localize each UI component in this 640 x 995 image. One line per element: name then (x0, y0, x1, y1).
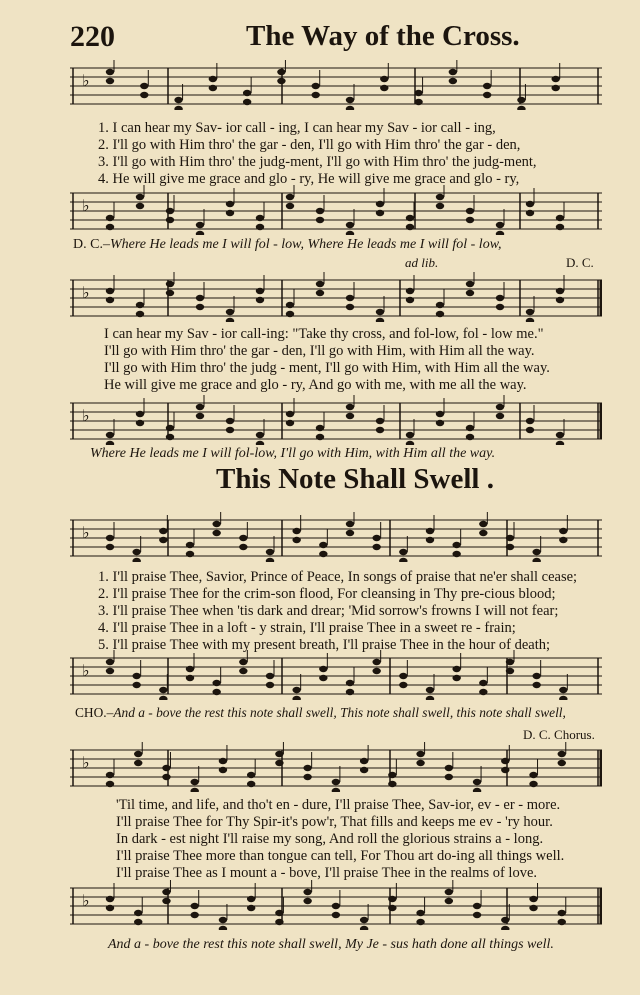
note-head (452, 653, 460, 681)
note-head (106, 759, 114, 787)
verse-block (98, 120, 537, 188)
svg-text:♭: ♭ (82, 523, 90, 542)
note-head (376, 405, 384, 433)
note-head (496, 395, 504, 419)
note-head (556, 202, 564, 230)
chorus-label: CHO.– (75, 705, 114, 720)
verse-line: 3. I'll go with Him thro' the judg-ment, I'll go with Him thro' the judg-ment, (98, 154, 537, 170)
note-head (319, 653, 327, 681)
note-head (479, 512, 487, 536)
note-head (286, 185, 294, 209)
staff-treble (70, 60, 602, 110)
note-head (483, 70, 491, 98)
note-head (346, 209, 354, 235)
note-head (136, 398, 144, 426)
note-head (517, 84, 525, 110)
note-head (159, 515, 167, 543)
note-head (186, 529, 194, 557)
note-head (452, 529, 460, 557)
note-head (376, 296, 384, 322)
note-head (162, 880, 170, 904)
note-head (436, 185, 444, 209)
verse-line: 1. I can hear my Sav- ior call - ing, I can hear my Sav - ior call - ing, (98, 120, 496, 136)
staff-treble (70, 512, 602, 562)
note-head (506, 650, 514, 674)
note-head (219, 904, 227, 930)
note-head (316, 195, 324, 223)
note-head (406, 202, 414, 230)
note-head (226, 296, 234, 322)
note-head (136, 185, 144, 209)
note-head (196, 395, 204, 419)
chorus-lyric (75, 705, 566, 721)
note-head (466, 412, 474, 440)
note-head (292, 674, 300, 700)
note-head (380, 63, 388, 91)
note-head (526, 405, 534, 433)
dc-mark: D. C. (566, 255, 594, 270)
note-head (552, 63, 560, 91)
chorus-line: And a - bove the rest this note shall swell, This note shall swell, this note shall swell, (113, 705, 566, 720)
note-head (191, 766, 199, 792)
staff-treble (70, 742, 602, 792)
note-head (376, 188, 384, 216)
note-head (243, 77, 251, 105)
note-head (529, 759, 537, 787)
staff-lines-graphic (70, 512, 602, 562)
note-head (426, 674, 434, 700)
staff-bass (70, 880, 602, 930)
dc-lyric (73, 237, 502, 253)
note-head (526, 296, 534, 322)
note-head (399, 660, 407, 688)
note-head (501, 745, 509, 773)
note-head (319, 529, 327, 557)
note-head (196, 282, 204, 310)
note-head (106, 419, 114, 445)
verse-line: He will give me grace and glo - ry, And go with me, with me all the way. (104, 377, 527, 393)
note-head (449, 60, 457, 84)
refrain-lyric: Where He leads me I will fol-low, I'll go with Him, with Him all the way. (90, 446, 496, 461)
page-number: 220 (70, 20, 115, 53)
verse-block (116, 797, 564, 882)
verse-line: In dark - est night I'll raise my song, And roll the glorious strains a - long. (116, 831, 544, 847)
note-head (556, 419, 564, 445)
verse-line: I'll praise Thee as I mount a - bove, I'll praise Thee in the realms of love. (116, 865, 538, 881)
note-head (239, 522, 247, 550)
svg-text:♭: ♭ (82, 891, 90, 910)
staff-bass (70, 185, 602, 235)
note-head (436, 289, 444, 317)
verse-line: 4. He will give me grace and glo - ry, He will give me grace and glo - ry, (98, 171, 520, 187)
svg-text:♭: ♭ (82, 406, 90, 425)
note-head (473, 890, 481, 918)
verse-block (98, 569, 577, 654)
note-head (501, 904, 509, 930)
note-head (559, 515, 567, 543)
note-head (186, 653, 194, 681)
note-head (303, 880, 311, 904)
staff-lines-graphic (70, 185, 602, 235)
note-head (219, 745, 227, 773)
note-head (406, 275, 414, 303)
dc-chorus-mark: D. C. Chorus. (523, 727, 595, 742)
verse-line: 1. I'll praise Thee, Savior, Prince of Peace, In songs of praise that ne'er shall cease; (98, 569, 578, 585)
staff-bass (70, 650, 602, 700)
note-head (247, 759, 255, 787)
note-head (106, 650, 114, 674)
verse-line: 'Til time, and life, and tho't en - dure, I'll praise Thee, Sav-ior, ev - er - more. (116, 797, 561, 813)
note-head (436, 398, 444, 426)
verse-line: I can hear my Sav - ior call-ing: "Take thy cross, and fol-low, fol - low me." (104, 326, 544, 342)
note-head (191, 890, 199, 918)
note-head (556, 275, 564, 303)
staff-lines-graphic (70, 395, 602, 445)
note-head (466, 195, 474, 223)
svg-text:♭: ♭ (82, 196, 90, 215)
note-head (106, 522, 114, 550)
note-head (360, 904, 368, 930)
note-head (532, 536, 540, 562)
note-head (247, 883, 255, 911)
note-head (239, 650, 247, 674)
svg-text:♭: ♭ (82, 283, 90, 302)
note-head (212, 512, 220, 536)
note-head (316, 412, 324, 440)
note-head (526, 188, 534, 216)
note-head (256, 202, 264, 230)
note-head (266, 536, 274, 562)
note-head (140, 70, 148, 98)
note-head (286, 289, 294, 317)
svg-text:♭: ♭ (82, 661, 90, 680)
note-head (132, 660, 140, 688)
note-head (496, 282, 504, 310)
staff-lines-graphic (70, 880, 602, 930)
note-head (166, 412, 174, 440)
verse-line: I'll praise Thee for Thy Spir-it's pow'r, That fills and keeps me ev - 'ry hour. (116, 814, 553, 830)
note-head (316, 272, 324, 296)
note-head (426, 515, 434, 543)
staff-bass (70, 395, 602, 445)
dc-label: D. C.– (73, 237, 110, 252)
note-head (372, 650, 380, 674)
note-head (360, 745, 368, 773)
note-head (332, 766, 340, 792)
svg-text:♭: ♭ (82, 753, 90, 772)
note-head (132, 536, 140, 562)
note-head (303, 752, 311, 780)
note-head (532, 660, 540, 688)
note-head (277, 60, 285, 84)
ad-lib-mark: ad lib. (405, 255, 439, 270)
note-head (196, 209, 204, 235)
note-head (226, 405, 234, 433)
note-head (479, 667, 487, 695)
note-head (473, 766, 481, 792)
note-head (292, 515, 300, 543)
note-head (445, 752, 453, 780)
note-head (266, 660, 274, 688)
note-head (106, 275, 114, 303)
note-head (134, 897, 142, 925)
dc-line: Where He leads me I will fol - low, Where He leads me I will fol - low, (109, 237, 502, 252)
note-head (162, 752, 170, 780)
note-head (558, 742, 566, 766)
note-head (166, 272, 174, 296)
note-head (136, 289, 144, 317)
hymn-title-this-note-shall-swell: This Note Shall Swell . (216, 463, 494, 495)
verse-line: I'll praise Thee more than tongue can tell, For Thou art do-ing all things well. (116, 848, 565, 864)
note-head (256, 275, 264, 303)
verse-line: 5. I'll praise Thee with my present breath, I'll praise Thee in the hour of death; (98, 637, 551, 653)
note-head (406, 419, 414, 445)
note-head (399, 536, 407, 562)
note-head (226, 188, 234, 216)
note-head (466, 272, 474, 296)
note-head (346, 667, 354, 695)
hymn-title-way-of-the-cross: The Way of the Cross. (246, 20, 520, 52)
note-head (346, 84, 354, 110)
note-head (559, 674, 567, 700)
note-head (312, 70, 320, 98)
note-head (275, 742, 283, 766)
staff-lines-graphic (70, 650, 602, 700)
svg-text:♭: ♭ (82, 71, 90, 90)
note-head (388, 883, 396, 911)
note-head (106, 883, 114, 911)
note-head (256, 419, 264, 445)
refrain-lyric: And a - bove the rest this note shall swell, My Je - sus hath done all things well. (108, 937, 554, 952)
note-head (166, 195, 174, 223)
note-head (416, 742, 424, 766)
note-head (332, 890, 340, 918)
note-head (372, 522, 380, 550)
note-head (134, 742, 142, 766)
staff-lines-graphic (70, 272, 602, 322)
verse-line: 4. I'll praise Thee in a loft - y strain, I'll praise Thee in a sweet re - frain; (98, 620, 516, 636)
verse-line: 3. I'll praise Thee when 'tis dark and drear; 'Mid sorrow's frowns I will not fear; (98, 603, 559, 619)
staff-lines-graphic (70, 742, 602, 792)
verse-line: I'll go with Him thro' the gar - den, I'll go with Him, with Him all the way. (104, 343, 535, 359)
note-head (286, 398, 294, 426)
note-head (346, 282, 354, 310)
staff-lines-graphic (70, 60, 602, 110)
note-head (346, 395, 354, 419)
note-head (416, 897, 424, 925)
verse-line: 2. I'll praise Thee for the crim-son flood, For cleansing in Thy pre-cious blood; (98, 586, 556, 602)
note-head (174, 84, 182, 110)
verse-line: 2. I'll go with Him thro' the gar - den, I'll go with Him thro' the gar - den, (98, 137, 521, 153)
note-head (496, 209, 504, 235)
note-head (558, 897, 566, 925)
note-head (445, 880, 453, 904)
note-head (529, 883, 537, 911)
note-head (209, 63, 217, 91)
note-head (346, 512, 354, 536)
note-head (159, 674, 167, 700)
note-head (106, 60, 114, 84)
verse-block (104, 326, 550, 394)
note-head (106, 202, 114, 230)
staff-treble (70, 272, 602, 322)
verse-line: I'll go with Him thro' the judg - ment, I'll go with Him, with Him all the way. (104, 360, 550, 376)
note-head (212, 667, 220, 695)
